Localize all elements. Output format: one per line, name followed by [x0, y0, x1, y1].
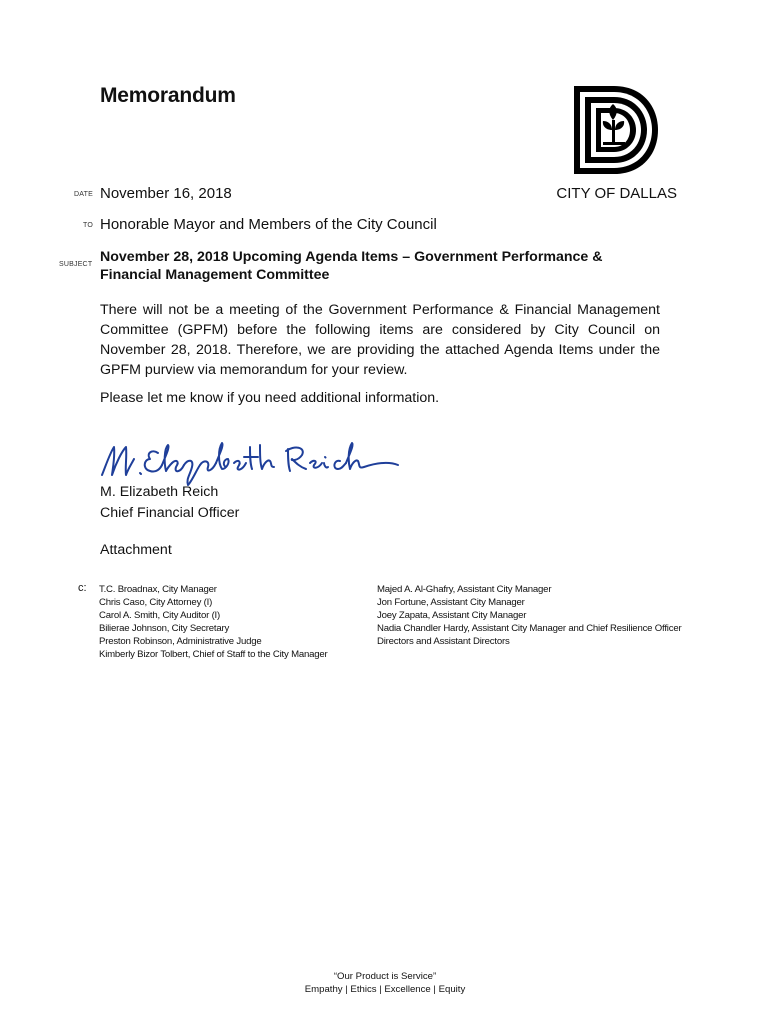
memo-title: Memorandum [100, 84, 236, 107]
memo-date: November 16, 2018 [100, 185, 232, 202]
cc-label: c: [78, 582, 87, 594]
city-of-dallas-logo [570, 84, 660, 176]
organization-name: CITY OF DALLAS [556, 185, 677, 202]
cc-recipient: Majed A. Al-Ghafry, Assistant City Manager [377, 584, 552, 595]
cc-recipient: Bilierae Johnson, City Secretary [99, 623, 230, 634]
cc-recipient: Carol A. Smith, City Auditor (I) [99, 610, 221, 621]
memo-body-paragraph: There will not be a meeting of the Government Performance & Financial Management Committee (GPFM) before the following items are considered by City Council on November 28, 2018. Therefore, we are providing the attached Agenda Items under the GPFM purview via memorandum for your review. [100, 302, 660, 378]
cc-recipient: Kimberly Bizor Tolbert, Chief of Staff to the City Manager [99, 649, 328, 660]
city-logo-icon [570, 84, 660, 176]
subject-label: SUBJECT [59, 261, 93, 268]
cc-recipient: Preston Robinson, Administrative Judge [99, 636, 262, 647]
date-label: DATE [74, 191, 93, 198]
memo-subject: November 28, 2018 Upcoming Agenda Items – Government Performance & Financial Management Committee [100, 249, 603, 283]
footer-values: Empathy | Ethics | Excellence | Equity [304, 984, 466, 995]
cc-recipient: Joey Zapata, Assistant City Manager [377, 610, 527, 621]
attachment-note: Attachment [100, 542, 172, 558]
signer-name: M. Elizabeth Reich [100, 484, 219, 500]
cc-recipient: Jon Fortune, Assistant City Manager [377, 597, 525, 608]
cc-list-left [99, 583, 359, 661]
footer-motto: “Our Product is Service” [333, 971, 437, 982]
cc-recipient: T.C. Broadnax, City Manager [99, 584, 217, 595]
memo-closing-paragraph: Please let me know if you need additional information. [100, 390, 440, 406]
page-footer [0, 970, 770, 996]
signer-title: Chief Financial Officer [100, 505, 240, 521]
memo-recipients: Honorable Mayor and Members of the City Council [100, 216, 437, 233]
cc-recipient: Directors and Assistant Directors [377, 636, 510, 647]
to-label: TO [83, 222, 93, 229]
cc-list-right [377, 583, 707, 648]
cc-recipient: Chris Caso, City Attorney (I) [99, 597, 213, 608]
cc-recipient: Nadia Chandler Hardy, Assistant City Manager and Chief Resilience Officer [377, 623, 682, 634]
